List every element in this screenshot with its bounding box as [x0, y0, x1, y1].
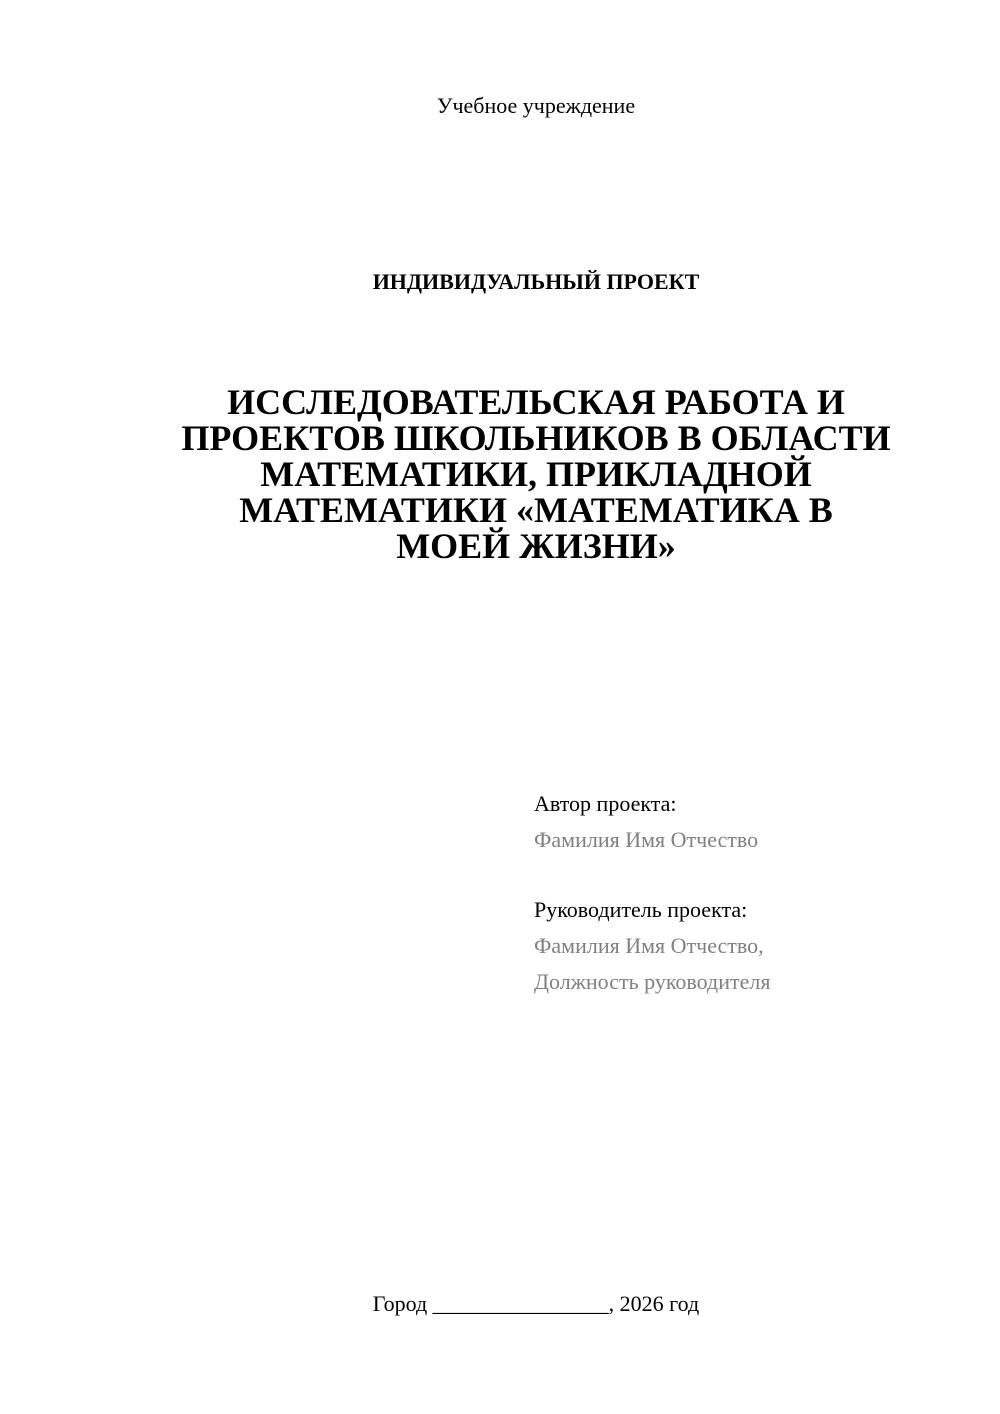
- supervisor-position: Должность руководителя: [534, 969, 771, 994]
- project-title-line: ИССЛЕДОВАТЕЛЬСКАЯ РАБОТА И: [227, 382, 845, 422]
- supervisor-block: [534, 892, 974, 1000]
- author-name: Фамилия Имя Отчество: [534, 827, 759, 852]
- supervisor-name: Фамилия Имя Отчество,: [534, 933, 764, 958]
- project-title: [130, 384, 942, 564]
- project-title-line: МАТЕМАТИКИ, ПРИКЛАДНОЙ: [260, 454, 812, 494]
- author-label: Автор проекта:: [534, 791, 677, 816]
- project-title-line: ПРОЕКТОВ ШКОЛЬНИКОВ В ОБЛАСТИ: [181, 418, 891, 458]
- project-title-line: МАТЕМАТИКИ «МАТЕМАТИКА В: [239, 490, 833, 530]
- institution-name: Учебное учреждение: [436, 93, 636, 118]
- document-type: ИНДИВИДУАЛЬНЫЙ ПРОЕКТ: [372, 269, 700, 294]
- author-block: [534, 786, 974, 858]
- project-title-line: МОЕЙ ЖИЗНИ»: [396, 526, 676, 566]
- supervisor-label: Руководитель проекта:: [534, 897, 748, 922]
- city-year-line: Город ________________, 2026 год: [372, 1291, 700, 1316]
